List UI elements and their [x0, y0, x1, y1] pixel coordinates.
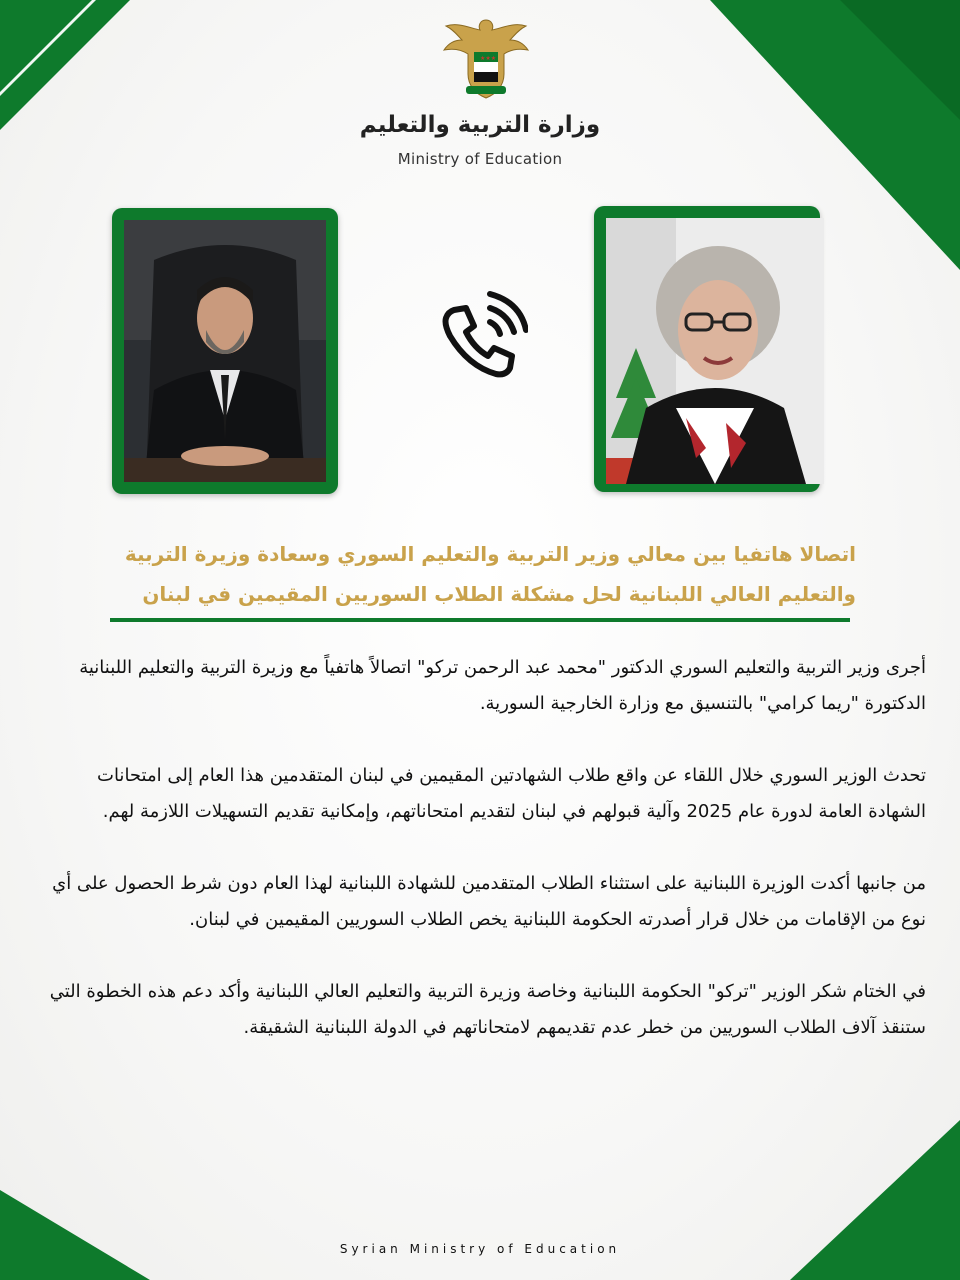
phone-call-icon [432, 290, 528, 386]
corner-decoration-bottom-left [0, 1150, 170, 1280]
ministry-name-english: Ministry of Education [397, 150, 563, 168]
lebanese-minister-photo [594, 206, 820, 492]
corner-decoration-bottom-right [750, 1120, 960, 1280]
paragraph: من جانبها أكدت الوزيرة اللبنانية على استثناء الطلاب المتقدمين للشهادة اللبنانية لهذا العام دون شرط الحصول على أي نوع من الإقامات من خلال قرار أصدرته الحكومة اللبنانية يخص الطلاب السوريين المقيمين في لبنان. [52, 873, 926, 930]
headline-divider [110, 618, 850, 622]
paragraph: أجرى وزير التربية والتعليم السوري الدكتور "محمد عبد الرحمن تركو" اتصالاً هاتفياً مع وزيرة التربية والتعليم اللبنانية الدكتورة "ريما كرامي" بالتنسيق مع وزارة الخارجية السورية. [79, 657, 926, 714]
footer-signature: Syrian Ministry of Education [339, 1242, 621, 1256]
eagle-emblem-icon [440, 14, 532, 106]
headline: اتصالا هاتفيا بين معالي وزير التربية والتعليم السوري وسعادة وزيرة التربية والتعليم العالي اللبنانية لحل مشكلة الطلاب السوريين المقيمين في لبنان [124, 542, 856, 606]
paragraph: في الختام شكر الوزير "تركو" الحكومة اللبنانية وخاصة وزيرة التربية والتعليم العالي اللبنانية وأكد دعم هذه الخطوة التي ستنقذ آلاف الطلاب السوريين من خطر عدم تقديمهم لامتحاناتهم في الدولة اللبنانية الشقيقة. [49, 981, 926, 1038]
corner-decoration-top-left [0, 0, 130, 130]
article-body [34, 650, 926, 1082]
ministry-name-arabic: وزارة التربية والتعليم [359, 112, 601, 138]
syrian-minister-photo [112, 208, 338, 494]
paragraph: تحدث الوزير السوري خلال اللقاء عن واقع طلاب الشهادتين المقيمين في لبنان المتقدمين هذا العام إلى امتحانات الشهادة العامة لدورة عام 2025 وآلية قبولهم في لبنان لتقديم امتحاناتهم، وإمكانية تقديم التسهيلات اللازمة لهم. [97, 765, 926, 822]
svg-text:★★★: ★★★ [480, 55, 497, 62]
